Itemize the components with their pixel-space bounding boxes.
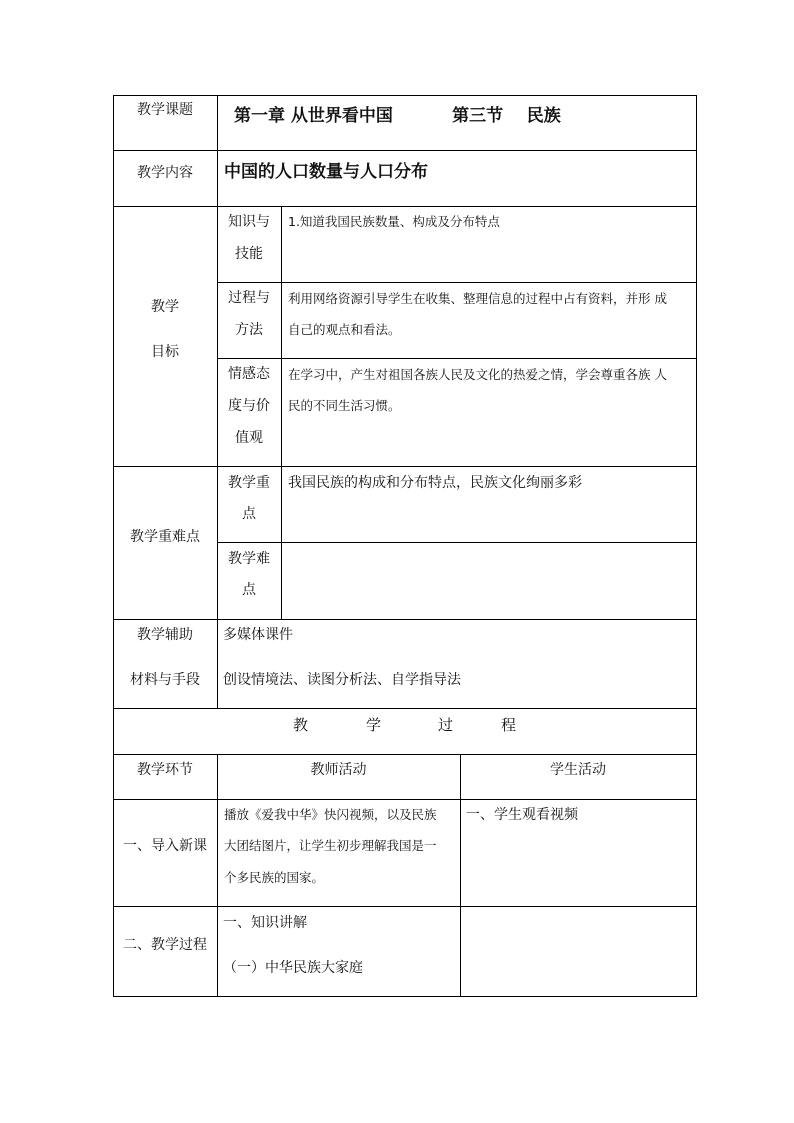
process-title-char-2: 学: [366, 716, 382, 734]
focus-label-1: 教学重: [228, 475, 270, 491]
knowledge-text: 1.知道我国民族数量、构成及分布特点: [288, 214, 500, 229]
emotion-label-3: 值观: [235, 430, 263, 446]
aids-label-2: 材料与手段: [130, 672, 200, 688]
objectives-label-line2: 目标: [151, 344, 179, 360]
topic-value: 第一章 从世界看中国 第三节 民族: [234, 106, 561, 126]
objectives-label-line1: 教学: [151, 299, 179, 315]
aids-item-1: 多媒体课件: [223, 627, 293, 643]
aids-label-1: 教学辅助: [137, 627, 193, 643]
process-text-1: 利用网络资源引导学生在收集、整理信息的过程中占有资料，并形 成: [288, 291, 667, 306]
process-text-2: 自己的观点和看法。: [288, 322, 401, 337]
row1-teacher-line2: 大团结图片，让学生初步理解我国是一: [224, 838, 437, 853]
row1-step: 一、导入新课: [123, 838, 207, 854]
process-title-char-4: 程: [501, 716, 517, 734]
focus-text: 我国民族的构成和分布特点，民族文化绚丽多彩: [288, 475, 582, 491]
column-teacher-header: 教师活动: [310, 762, 367, 778]
process-label-1: 过程与: [228, 290, 270, 306]
process-label-2: 方法: [235, 322, 263, 338]
column-student-header: 学生活动: [550, 762, 606, 778]
row1-teacher-line3: 个多民族的国家。: [224, 870, 325, 885]
emotion-text-2: 民的不同生活习惯。: [288, 398, 401, 413]
process-title-char-1: 教: [293, 716, 309, 734]
row1-student: 一、学生观看视频: [466, 807, 578, 823]
row2-step: 二、教学过程: [123, 937, 207, 953]
knowledge-label-1: 知识与: [228, 214, 270, 230]
difficulty-label-1: 教学难: [228, 551, 270, 567]
topic-label: 教学课题: [137, 102, 193, 118]
key-points-label: 教学重难点: [130, 529, 200, 545]
focus-label-2: 点: [242, 506, 256, 522]
knowledge-label-2: 技能: [235, 246, 263, 262]
emotion-text-1: 在学习中，产生对祖国各族人民及文化的热爱之情，学会尊重各族 人: [288, 367, 667, 382]
content-label: 教学内容: [137, 165, 193, 181]
emotion-label-1: 情感态: [228, 366, 270, 382]
aids-item-2: 创设情境法、读图分析法、自学指导法: [223, 672, 461, 688]
difficulty-label-2: 点: [242, 582, 256, 598]
content-value: 中国的人口数量与人口分布: [224, 162, 428, 182]
row1-teacher-line1: 播放《爱我中华》快闪视频，以及民族: [224, 807, 437, 822]
process-title-char-3: 过: [438, 716, 454, 734]
column-step-header: 教学环节: [137, 762, 193, 778]
row2-teacher-line1: 一、知识讲解: [223, 915, 307, 931]
emotion-label-2: 度与价: [228, 398, 270, 414]
row2-teacher-line2: （一）中华民族大家庭: [223, 960, 363, 976]
